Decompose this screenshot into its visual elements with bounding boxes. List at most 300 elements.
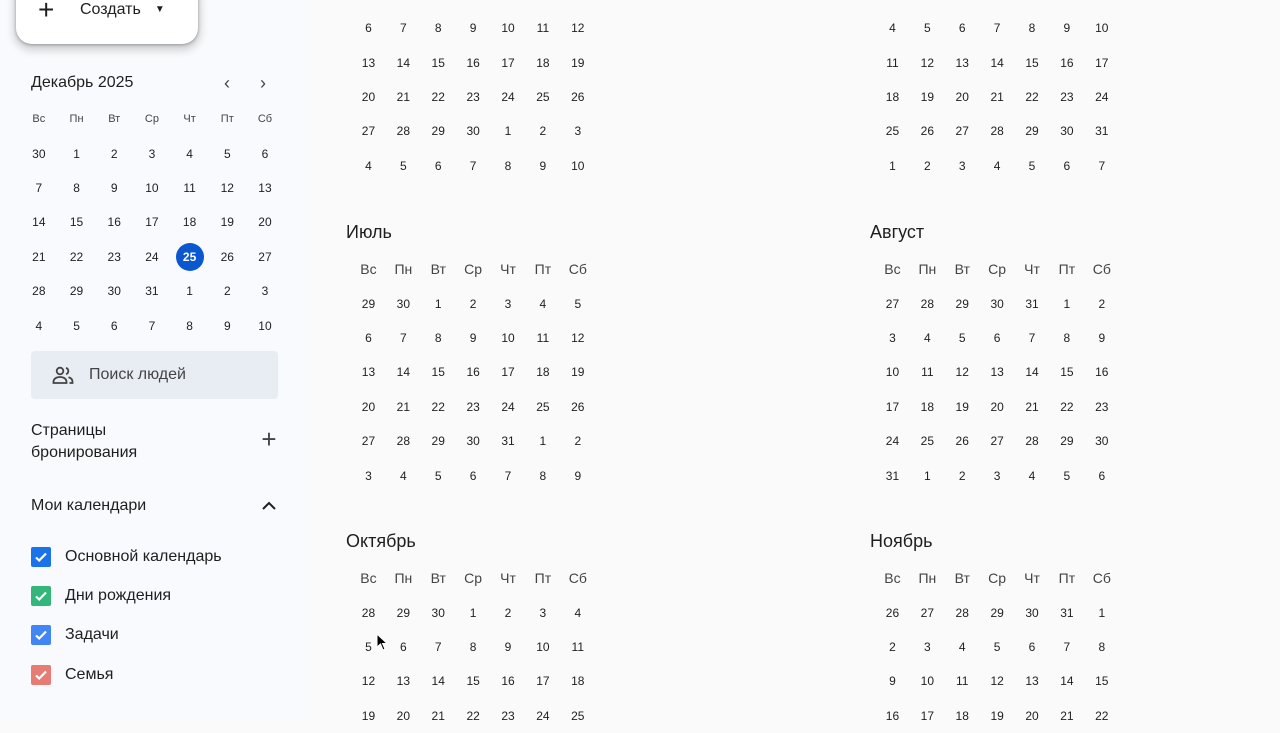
- day-cell[interactable]: 23: [466, 89, 480, 104]
- day-cell[interactable]: 23: [501, 708, 515, 723]
- add-booking-page-icon[interactable]: +: [261, 424, 277, 454]
- day-cell[interactable]: 26: [571, 399, 585, 414]
- day-cell[interactable]: 17: [1095, 55, 1109, 70]
- day-cell[interactable]: 15: [1025, 55, 1039, 70]
- day-cell[interactable]: 28: [1025, 434, 1039, 449]
- day-cell[interactable]: 27: [990, 434, 1004, 449]
- day-cell[interactable]: 15: [1095, 674, 1109, 689]
- day-cell[interactable]: 10: [501, 330, 515, 345]
- day-cell[interactable]: 3: [993, 468, 1001, 483]
- mini-day[interactable]: 12: [220, 180, 234, 195]
- month-title[interactable]: Октябрь: [346, 531, 416, 551]
- mouse-cursor-icon: [376, 633, 388, 651]
- day-cell[interactable]: 20: [1025, 708, 1039, 723]
- day-cell[interactable]: 4: [958, 639, 966, 654]
- day-cell[interactable]: 29: [1060, 434, 1074, 449]
- day-cell[interactable]: 29: [955, 296, 969, 311]
- day-cell[interactable]: 2: [539, 124, 547, 139]
- day-cell[interactable]: 19: [571, 365, 585, 380]
- weekday-row: [882, 561, 1182, 595]
- check-icon: [33, 627, 49, 643]
- mini-day[interactable]: 10: [145, 180, 159, 195]
- day-cell[interactable]: 24: [501, 399, 515, 414]
- day-cell[interactable]: 10: [920, 674, 935, 689]
- day-cell[interactable]: 13: [361, 365, 376, 380]
- mini-day[interactable]: 9: [223, 318, 231, 333]
- day-cell[interactable]: 6: [993, 330, 1001, 345]
- mini-day[interactable]: 6: [261, 146, 269, 161]
- weekday-label: Пт: [1058, 570, 1076, 587]
- day-cell[interactable]: 21: [396, 399, 411, 414]
- day-cell[interactable]: 18: [536, 55, 550, 70]
- day-cell[interactable]: 4: [539, 296, 547, 311]
- day-cell[interactable]: 22: [1060, 399, 1074, 414]
- day-cell[interactable]: 20: [955, 89, 969, 104]
- day-cell[interactable]: 20: [396, 708, 411, 723]
- day-cell[interactable]: 14: [396, 365, 411, 380]
- day-cell[interactable]: 15: [466, 674, 480, 689]
- mini-day[interactable]: 1: [186, 284, 193, 299]
- day-cell[interactable]: 24: [501, 89, 515, 104]
- day-cell[interactable]: 16: [501, 674, 515, 689]
- day-cell[interactable]: 5: [958, 330, 966, 345]
- day-cell[interactable]: 16: [466, 55, 480, 70]
- day-cell[interactable]: 13: [361, 55, 376, 70]
- day-cell[interactable]: 25: [536, 89, 550, 104]
- day-cell[interactable]: 19: [361, 708, 376, 723]
- day-cell[interactable]: 18: [536, 365, 550, 380]
- day-cell[interactable]: 4: [574, 605, 582, 620]
- day-cell[interactable]: 25: [571, 708, 585, 723]
- day-cell[interactable]: 14: [431, 674, 445, 689]
- day-cell[interactable]: 30: [396, 296, 411, 311]
- day-cell[interactable]: 25: [920, 434, 935, 449]
- week-row: [358, 286, 658, 320]
- day-cell[interactable]: 19: [920, 89, 935, 104]
- day-cell[interactable]: 11: [955, 674, 969, 689]
- mini-day[interactable]: 15: [69, 215, 84, 230]
- day-cell[interactable]: 21: [431, 708, 445, 723]
- day-cell[interactable]: 7: [399, 330, 407, 345]
- create-button[interactable]: [16, 0, 198, 44]
- day-cell[interactable]: 13: [1025, 674, 1039, 689]
- mini-day[interactable]: 7: [148, 318, 156, 333]
- day-cell[interactable]: 8: [434, 21, 442, 36]
- day-cell[interactable]: 10: [536, 639, 550, 654]
- day-cell[interactable]: 7: [993, 21, 1001, 36]
- day-cell[interactable]: 28: [396, 434, 411, 449]
- day-cell[interactable]: 29: [1025, 124, 1039, 139]
- day-cell[interactable]: 30: [466, 434, 480, 449]
- day-cell[interactable]: 3: [889, 330, 896, 345]
- week-row: [358, 149, 658, 183]
- day-cell[interactable]: 1: [469, 605, 477, 620]
- day-cell[interactable]: 9: [504, 639, 512, 654]
- day-cell[interactable]: 21: [990, 89, 1004, 104]
- mini-day[interactable]: 28: [32, 284, 46, 299]
- mini-day[interactable]: 13: [258, 180, 272, 195]
- day-cell[interactable]: 17: [501, 365, 515, 380]
- day-cell[interactable]: 6: [399, 639, 407, 654]
- day-cell[interactable]: 11: [921, 365, 934, 380]
- day-cell[interactable]: 9: [469, 21, 477, 36]
- day-cell[interactable]: 24: [1095, 89, 1109, 104]
- day-cell[interactable]: 20: [990, 399, 1004, 414]
- day-cell[interactable]: 4: [923, 330, 931, 345]
- day-cell[interactable]: 26: [920, 124, 935, 139]
- day-cell[interactable]: 1: [1063, 296, 1071, 311]
- day-cell[interactable]: 23: [1060, 89, 1074, 104]
- day-cell[interactable]: 8: [1028, 21, 1036, 36]
- weekday-label: Сб: [568, 261, 587, 278]
- weekday-label: Пн: [394, 261, 413, 278]
- day-cell[interactable]: 5: [1028, 158, 1036, 173]
- day-cell[interactable]: 5: [399, 158, 407, 173]
- day-cell[interactable]: 17: [501, 55, 515, 70]
- day-cell[interactable]: 6: [434, 158, 442, 173]
- mini-day[interactable]: 4: [35, 318, 43, 333]
- day-cell[interactable]: 4: [1028, 468, 1036, 483]
- day-cell[interactable]: 31: [1095, 124, 1109, 139]
- day-cell[interactable]: 3: [923, 639, 931, 654]
- chevron-right-icon[interactable]: ›: [260, 72, 266, 93]
- mini-day[interactable]: 16: [107, 215, 121, 230]
- weekday-label: Ср: [988, 570, 1007, 587]
- day-cell[interactable]: 2: [469, 296, 477, 311]
- day-cell[interactable]: 6: [1063, 158, 1071, 173]
- day-cell[interactable]: 30: [990, 296, 1004, 311]
- mini-day[interactable]: 8: [186, 318, 193, 333]
- check-icon: [33, 549, 49, 565]
- day-cell[interactable]: 3: [958, 158, 966, 173]
- checkbox[interactable]: [31, 547, 51, 567]
- month-title[interactable]: Июль: [346, 222, 392, 242]
- mini-day[interactable]: 14: [32, 215, 46, 230]
- day-cell[interactable]: 6: [958, 21, 966, 36]
- day-cell[interactable]: 14: [1025, 365, 1039, 380]
- mini-day[interactable]: 5: [73, 318, 80, 333]
- day-cell[interactable]: 6: [365, 330, 372, 345]
- my-calendars-header[interactable]: [31, 494, 281, 518]
- day-cell[interactable]: 22: [431, 89, 445, 104]
- day-cell[interactable]: 11: [536, 21, 550, 36]
- mini-day[interactable]: 30: [32, 146, 46, 161]
- mini-day[interactable]: 20: [258, 215, 272, 230]
- day-cell[interactable]: 4: [993, 158, 1001, 173]
- week-row: [882, 321, 1182, 355]
- day-cell[interactable]: 22: [431, 399, 445, 414]
- day-cell[interactable]: 29: [431, 434, 445, 449]
- day-cell[interactable]: 21: [396, 89, 411, 104]
- day-cell[interactable]: 12: [990, 674, 1004, 689]
- day-cell[interactable]: 1: [889, 158, 896, 173]
- mini-day[interactable]: 22: [69, 249, 84, 264]
- day-cell[interactable]: 19: [571, 55, 585, 70]
- day-cell[interactable]: 31: [1060, 605, 1074, 620]
- day-cell[interactable]: 18: [571, 674, 585, 689]
- mini-day[interactable]: 24: [145, 249, 159, 264]
- day-cell[interactable]: 14: [990, 55, 1004, 70]
- day-cell[interactable]: 31: [885, 468, 900, 483]
- mini-day[interactable]: 7: [35, 180, 43, 195]
- day-cell[interactable]: 9: [539, 158, 547, 173]
- day-cell[interactable]: 9: [1098, 330, 1106, 345]
- weekday-label: Пн: [918, 570, 937, 587]
- day-cell[interactable]: 10: [571, 158, 585, 173]
- day-cell[interactable]: 1: [504, 124, 512, 139]
- day-cell[interactable]: 9: [889, 674, 896, 689]
- calendar-item[interactable]: [31, 616, 222, 655]
- mini-day[interactable]: 18: [182, 215, 197, 230]
- day-cell[interactable]: 13: [955, 55, 969, 70]
- day-cell[interactable]: 16: [885, 708, 900, 723]
- day-cell[interactable]: 30: [466, 124, 480, 139]
- day-cell[interactable]: 5: [993, 639, 1001, 654]
- day-cell[interactable]: 15: [431, 365, 445, 380]
- day-cell[interactable]: 27: [361, 124, 376, 139]
- day-cell[interactable]: 12: [571, 330, 585, 345]
- mini-day[interactable]: 10: [258, 318, 272, 333]
- day-cell[interactable]: 18: [920, 399, 935, 414]
- day-cell[interactable]: 1: [539, 434, 547, 449]
- checkbox[interactable]: [31, 625, 51, 645]
- day-cell[interactable]: 28: [990, 124, 1004, 139]
- day-cell[interactable]: 14: [396, 55, 411, 70]
- day-cell[interactable]: 5: [434, 468, 442, 483]
- day-cell[interactable]: 25: [536, 399, 550, 414]
- day-cell[interactable]: 7: [1028, 330, 1036, 345]
- calendar-item-label: Семья: [65, 665, 114, 683]
- weekday-label: Вт: [430, 261, 446, 278]
- mini-day[interactable]: 5: [223, 146, 231, 161]
- day-cell[interactable]: 11: [571, 639, 585, 654]
- day-cell[interactable]: 3: [574, 124, 582, 139]
- mini-day-today[interactable]: [171, 243, 209, 271]
- mini-day[interactable]: 2: [223, 284, 231, 299]
- day-cell[interactable]: 27: [885, 296, 900, 311]
- mini-day[interactable]: 31: [145, 284, 159, 299]
- day-cell[interactable]: 13: [990, 365, 1004, 380]
- day-cell[interactable]: 29: [361, 296, 376, 311]
- day-cell[interactable]: 10: [501, 21, 515, 36]
- day-cell[interactable]: 17: [885, 399, 900, 414]
- mini-day[interactable]: 9: [110, 180, 118, 195]
- day-cell[interactable]: 9: [469, 330, 477, 345]
- day-cell[interactable]: 22: [1025, 89, 1039, 104]
- day-cell[interactable]: 5: [365, 639, 372, 654]
- mini-day[interactable]: 17: [145, 215, 159, 230]
- day-cell[interactable]: 29: [990, 605, 1004, 620]
- day-cell[interactable]: 22: [1095, 708, 1109, 723]
- day-cell[interactable]: 3: [365, 468, 372, 483]
- day-cell[interactable]: 15: [1060, 365, 1074, 380]
- week-row: [358, 595, 658, 629]
- day-cell[interactable]: 7: [469, 158, 477, 173]
- day-cell[interactable]: 12: [361, 674, 376, 689]
- mini-day[interactable]: 26: [220, 249, 234, 264]
- day-cell[interactable]: 1: [1098, 605, 1106, 620]
- day-cell[interactable]: 21: [1060, 708, 1074, 723]
- caret-down-icon: ▼: [154, 4, 165, 15]
- week-row: [882, 45, 1182, 79]
- day-cell[interactable]: 31: [1025, 296, 1039, 311]
- day-cell[interactable]: 13: [396, 674, 411, 689]
- day-cell[interactable]: 26: [955, 434, 969, 449]
- day-cell[interactable]: 27: [955, 124, 969, 139]
- mini-weekday: Ср: [144, 113, 159, 126]
- weekday-label: Вс: [884, 570, 901, 587]
- day-cell[interactable]: 19: [955, 399, 969, 414]
- day-cell[interactable]: 17: [536, 674, 550, 689]
- day-cell[interactable]: 8: [504, 158, 512, 173]
- day-cell[interactable]: 23: [1095, 399, 1109, 414]
- day-cell[interactable]: 4: [365, 158, 372, 173]
- day-cell[interactable]: 3: [504, 296, 512, 311]
- day-cell[interactable]: 28: [955, 605, 969, 620]
- mini-day[interactable]: 23: [107, 249, 121, 264]
- day-cell[interactable]: 5: [923, 21, 931, 36]
- mini-day[interactable]: 27: [258, 249, 272, 264]
- day-cell[interactable]: 2: [958, 468, 966, 483]
- day-cell[interactable]: 20: [361, 399, 376, 414]
- day-cell[interactable]: 5: [574, 296, 582, 311]
- chevron-up-icon[interactable]: [257, 494, 281, 518]
- month-title[interactable]: Август: [870, 222, 925, 242]
- day-cell[interactable]: 26: [571, 89, 585, 104]
- day-cell[interactable]: 3: [539, 605, 547, 620]
- day-cell[interactable]: 8: [469, 639, 477, 654]
- day-cell[interactable]: 6: [469, 468, 477, 483]
- mini-day[interactable]: 6: [110, 318, 118, 333]
- day-cell[interactable]: 6: [1028, 639, 1036, 654]
- day-cell[interactable]: 8: [434, 330, 442, 345]
- day-cell[interactable]: 25: [885, 124, 900, 139]
- day-cell[interactable]: 16: [1060, 55, 1074, 70]
- day-cell[interactable]: 5: [1063, 468, 1071, 483]
- week-row: [882, 595, 1182, 629]
- day-cell[interactable]: 4: [889, 21, 896, 36]
- search-people-input[interactable]: [31, 351, 278, 399]
- day-cell[interactable]: 6: [1098, 468, 1106, 483]
- week-row: [358, 699, 658, 733]
- mini-day[interactable]: 3: [261, 284, 269, 299]
- weekday-label: Чт: [1024, 570, 1040, 587]
- day-cell[interactable]: 30: [1025, 605, 1039, 620]
- day-cell[interactable]: 8: [1063, 330, 1071, 345]
- weekday-label: Вс: [360, 261, 377, 278]
- mini-day[interactable]: 30: [107, 284, 121, 299]
- chevron-left-icon[interactable]: ‹: [224, 72, 230, 93]
- day-cell[interactable]: 7: [1098, 158, 1106, 173]
- sidebar: [0, 0, 310, 720]
- day-cell[interactable]: 1: [434, 296, 442, 311]
- calendar-item[interactable]: [31, 655, 222, 694]
- mini-day[interactable]: 19: [220, 215, 234, 230]
- mini-day[interactable]: 1: [73, 146, 80, 161]
- day-cell[interactable]: 7: [434, 639, 442, 654]
- day-cell[interactable]: 2: [504, 605, 512, 620]
- mini-day[interactable]: 11: [183, 180, 196, 195]
- day-cell[interactable]: 26: [885, 605, 900, 620]
- weekday-label: Чт: [500, 570, 516, 587]
- day-cell[interactable]: 28: [920, 296, 935, 311]
- day-cell[interactable]: 8: [1098, 639, 1106, 654]
- day-cell[interactable]: 24: [885, 434, 900, 449]
- day-cell[interactable]: 12: [955, 365, 969, 380]
- day-cell[interactable]: 12: [920, 55, 935, 70]
- day-cell[interactable]: 30: [1060, 124, 1074, 139]
- day-cell[interactable]: 2: [574, 434, 582, 449]
- day-cell[interactable]: 23: [466, 399, 480, 414]
- weekday-label: Сб: [1092, 570, 1111, 587]
- day-cell[interactable]: 28: [361, 605, 376, 620]
- day-cell[interactable]: 2: [889, 639, 896, 654]
- day-cell[interactable]: 17: [920, 708, 935, 723]
- mini-day[interactable]: 29: [69, 284, 84, 299]
- checkbox[interactable]: [31, 665, 51, 685]
- mini-day[interactable]: 21: [32, 249, 46, 264]
- day-cell[interactable]: 14: [1060, 674, 1074, 689]
- day-cell[interactable]: 8: [539, 468, 547, 483]
- day-cell[interactable]: 31: [501, 434, 515, 449]
- day-cell[interactable]: 11: [886, 55, 899, 70]
- month-title[interactable]: Ноябрь: [870, 531, 933, 551]
- day-cell[interactable]: 29: [396, 605, 411, 620]
- day-cell[interactable]: 2: [923, 158, 931, 173]
- day-cell[interactable]: 30: [1095, 434, 1109, 449]
- day-cell[interactable]: 12: [571, 21, 585, 36]
- day-cell[interactable]: 22: [466, 708, 480, 723]
- mini-day[interactable]: 4: [186, 146, 193, 161]
- week-row: [358, 11, 658, 45]
- day-cell[interactable]: 10: [1095, 21, 1109, 36]
- day-cell[interactable]: 30: [431, 605, 445, 620]
- day-cell[interactable]: 11: [536, 330, 550, 345]
- day-cell[interactable]: 15: [431, 55, 445, 70]
- calendar-item[interactable]: [31, 576, 222, 615]
- day-cell[interactable]: 16: [466, 365, 480, 380]
- day-cell[interactable]: 7: [504, 468, 512, 483]
- day-cell[interactable]: 4: [399, 468, 407, 483]
- day-cell[interactable]: 21: [1025, 399, 1039, 414]
- calendar-item[interactable]: [31, 537, 222, 576]
- day-cell[interactable]: 9: [1063, 21, 1071, 36]
- day-cell[interactable]: 9: [574, 468, 582, 483]
- mini-calendar: [20, 102, 284, 343]
- day-cell[interactable]: 7: [399, 21, 407, 36]
- day-cell[interactable]: 29: [431, 124, 445, 139]
- day-cell[interactable]: 27: [920, 605, 935, 620]
- day-cell[interactable]: 18: [885, 89, 900, 104]
- day-cell[interactable]: 7: [1063, 639, 1071, 654]
- checkbox[interactable]: [31, 586, 51, 606]
- day-cell[interactable]: 6: [365, 21, 372, 36]
- day-cell[interactable]: 16: [1095, 365, 1109, 380]
- day-cell[interactable]: 27: [361, 434, 376, 449]
- mini-day[interactable]: 8: [73, 180, 80, 195]
- day-cell[interactable]: 28: [396, 124, 411, 139]
- mini-day[interactable]: 2: [110, 146, 118, 161]
- day-cell[interactable]: 1: [923, 468, 931, 483]
- day-cell[interactable]: 2: [1098, 296, 1106, 311]
- week-row: [882, 114, 1182, 148]
- day-cell[interactable]: 20: [361, 89, 376, 104]
- day-cell[interactable]: 18: [955, 708, 969, 723]
- day-cell[interactable]: 19: [990, 708, 1004, 723]
- day-cell[interactable]: 10: [885, 365, 900, 380]
- day-cell[interactable]: 24: [536, 708, 550, 723]
- mini-day[interactable]: 3: [148, 146, 156, 161]
